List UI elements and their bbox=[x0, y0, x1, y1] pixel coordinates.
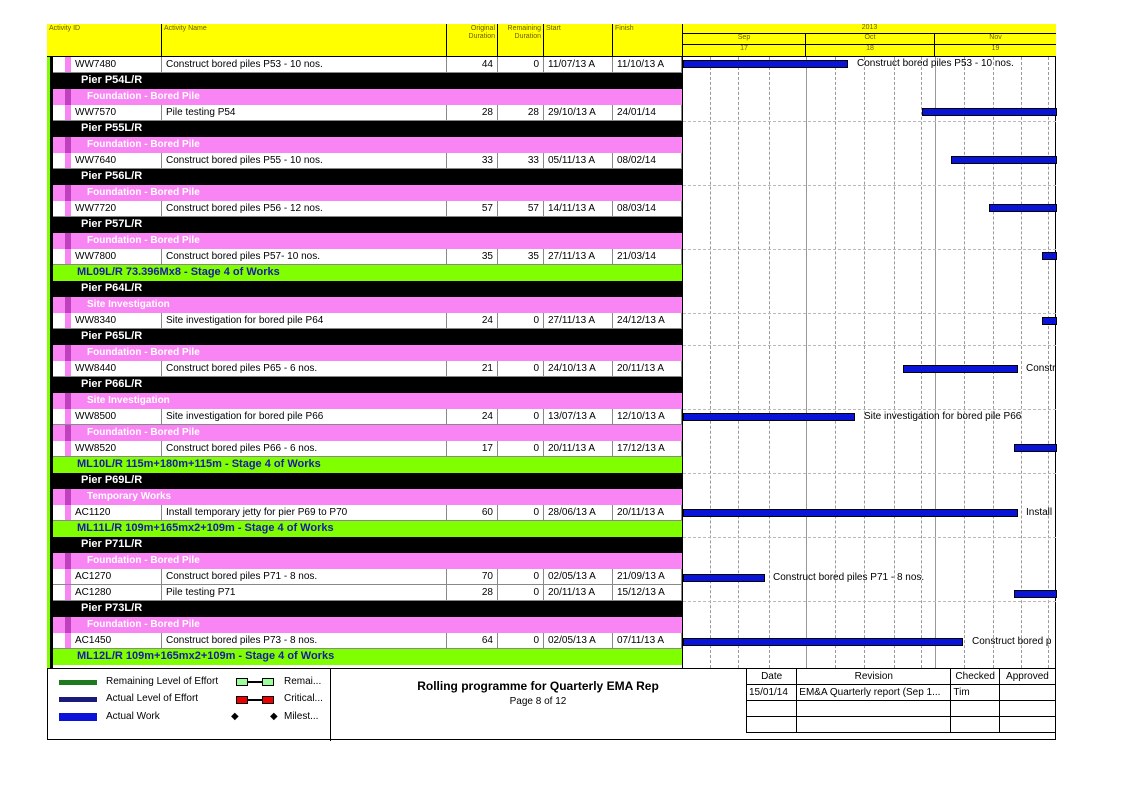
remaining-work-icon bbox=[236, 678, 274, 687]
start-date: 29/10/13 A bbox=[544, 105, 613, 120]
pier-group-band[interactable] bbox=[47, 121, 682, 137]
subgroup-band[interactable] bbox=[47, 233, 682, 249]
timeline-week: 18 bbox=[806, 45, 935, 56]
rev-header-date: Date bbox=[747, 669, 797, 685]
subgroup-band[interactable] bbox=[47, 489, 682, 505]
legend-actual-loe: Actual Level of Effort bbox=[106, 693, 199, 704]
remaining-duration: 0 bbox=[498, 313, 544, 328]
group-label: Pier P73L/R bbox=[81, 602, 143, 614]
wbs-group-band[interactable] bbox=[47, 649, 682, 665]
remaining-duration: 0 bbox=[498, 361, 544, 376]
activity-id: WW8340 bbox=[71, 313, 162, 328]
subgroup-band[interactable] bbox=[47, 617, 682, 633]
group-label: ML12L/R 109m+165mx2+109m - Stage 4 of Works bbox=[77, 650, 335, 662]
activity-name: Construct bored piles P66 - 6 nos. bbox=[162, 441, 447, 456]
group-label: Pier P55L/R bbox=[81, 122, 143, 134]
timeline-month: Sep bbox=[683, 34, 806, 45]
subgroup-band[interactable] bbox=[47, 345, 682, 361]
activity-name: Construct bored piles P71 - 8 nos. bbox=[162, 569, 447, 584]
legend-remaining-work: Remai... bbox=[284, 676, 322, 687]
activity-row[interactable] bbox=[47, 249, 682, 265]
timeline-month: Oct bbox=[806, 34, 935, 45]
subgroup-band[interactable] bbox=[47, 553, 682, 569]
activity-id: WW8500 bbox=[71, 409, 162, 424]
wbs-group-band[interactable] bbox=[47, 457, 682, 473]
activity-id: WW8440 bbox=[71, 361, 162, 376]
pier-group-band[interactable] bbox=[47, 377, 682, 393]
original-duration: 60 bbox=[447, 505, 498, 520]
header-activity-id[interactable]: Activity ID bbox=[47, 24, 162, 56]
start-date: 24/10/13 A bbox=[544, 361, 613, 376]
finish-date: 21/03/14 bbox=[613, 249, 682, 264]
activity-name: Construct bored piles P55 - 10 nos. bbox=[162, 153, 447, 168]
original-duration: 21 bbox=[447, 361, 498, 376]
original-duration: 64 bbox=[447, 633, 498, 648]
activity-name: Construct bored piles P57- 10 nos. bbox=[162, 249, 447, 264]
rev-header-checked: Checked bbox=[951, 669, 1000, 685]
finish-date: 08/02/14 bbox=[613, 153, 682, 168]
finish-date: 24/01/14 bbox=[613, 105, 682, 120]
group-label: Pier P56L/R bbox=[81, 170, 143, 182]
activity-row[interactable] bbox=[47, 409, 682, 425]
finish-date: 12/10/13 A bbox=[613, 409, 682, 424]
finish-date: 21/09/13 A bbox=[613, 569, 682, 584]
bar-ac1270[interactable] bbox=[683, 574, 765, 582]
activity-id: WW7800 bbox=[71, 249, 162, 264]
start-date: 11/07/13 A bbox=[544, 57, 613, 72]
activity-id: AC1270 bbox=[71, 569, 162, 584]
group-label: Pier P71L/R bbox=[81, 538, 143, 550]
activity-id: WW7720 bbox=[71, 201, 162, 216]
group-label: ML09L/R 73.396Mx8 - Stage 4 of Works bbox=[77, 266, 280, 278]
pier-group-band[interactable] bbox=[47, 217, 682, 233]
activity-name: Pile testing P71 bbox=[162, 585, 447, 600]
header-finish[interactable]: Finish bbox=[615, 25, 634, 32]
wbs-group-band[interactable] bbox=[47, 265, 682, 281]
gantt-chart bbox=[682, 57, 1056, 668]
bar-ww7480[interactable] bbox=[683, 60, 848, 68]
group-label: Pier P57L/R bbox=[81, 218, 143, 230]
subgroup-band[interactable] bbox=[47, 137, 682, 153]
pier-group-band[interactable] bbox=[47, 329, 682, 345]
original-duration: 35 bbox=[447, 249, 498, 264]
start-date: 20/11/13 A bbox=[544, 585, 613, 600]
rev-header-approved: Approved bbox=[999, 669, 1055, 685]
activity-row[interactable] bbox=[47, 313, 682, 329]
finish-date: 07/11/13 A bbox=[613, 633, 682, 648]
bar-label-p65: Constr bbox=[1026, 363, 1056, 374]
group-label: Foundation - Bored Pile bbox=[87, 619, 200, 630]
month-divider bbox=[935, 57, 936, 668]
bar-ac1120[interactable] bbox=[683, 509, 1018, 517]
report-title: Rolling programme for Quarterly EMA Rep bbox=[417, 679, 659, 693]
finish-date: 15/12/13 A bbox=[613, 585, 682, 600]
activity-row[interactable] bbox=[47, 105, 682, 121]
finish-date: 08/03/14 bbox=[613, 201, 682, 216]
activity-row[interactable] bbox=[47, 57, 682, 73]
remaining-loe-swatch bbox=[59, 680, 97, 685]
remaining-duration: 35 bbox=[498, 249, 544, 264]
timeline-header bbox=[682, 24, 1056, 57]
remaining-duration: 0 bbox=[498, 505, 544, 520]
critical-icon bbox=[236, 696, 274, 705]
page-number: Page 8 of 12 bbox=[509, 696, 567, 707]
bar-label-jetty: Install bbox=[1026, 507, 1053, 518]
original-duration: 28 bbox=[447, 585, 498, 600]
bar-label-p66: Site investigation for bored pile P66 bbox=[864, 411, 1022, 422]
group-label: Foundation - Bored Pile bbox=[87, 235, 200, 246]
finish-date: 20/11/13 A bbox=[613, 505, 682, 520]
bar-ww8440[interactable] bbox=[903, 365, 1018, 373]
group-label: Foundation - Bored Pile bbox=[87, 427, 200, 438]
milestone-icon: ◆ bbox=[270, 711, 278, 722]
group-label: Pier P66L/R bbox=[81, 378, 143, 390]
subgroup-band[interactable] bbox=[47, 297, 682, 313]
remaining-duration: 0 bbox=[498, 569, 544, 584]
bar-ww8500[interactable] bbox=[683, 413, 855, 421]
bar-ww7720[interactable] bbox=[989, 204, 1057, 212]
timeline-month: Nov bbox=[935, 34, 1056, 45]
original-duration: 17 bbox=[447, 441, 498, 456]
activity-id: WW8520 bbox=[71, 441, 162, 456]
group-label: Site Investigation bbox=[87, 395, 170, 406]
remaining-duration: 0 bbox=[498, 57, 544, 72]
milestone-icon: ◆ bbox=[231, 711, 239, 722]
pier-group-band[interactable] bbox=[47, 73, 682, 89]
finish-date: 17/12/13 A bbox=[613, 441, 682, 456]
start-date: 27/11/13 A bbox=[544, 313, 613, 328]
bar-ww8340[interactable] bbox=[1042, 317, 1057, 325]
header-activity-name[interactable]: Activity Name bbox=[162, 24, 447, 56]
group-label: Pier P65L/R bbox=[81, 330, 143, 342]
rev-date: 15/01/14 bbox=[747, 685, 797, 701]
group-label: Pier P54L/R bbox=[81, 74, 143, 86]
group-label: Foundation - Bored Pile bbox=[87, 91, 200, 102]
start-date: 28/06/13 A bbox=[544, 505, 613, 520]
start-date: 02/05/13 A bbox=[544, 569, 613, 584]
group-label: Site Investigation bbox=[87, 299, 170, 310]
start-date: 05/11/13 A bbox=[544, 153, 613, 168]
remaining-duration: 57 bbox=[498, 201, 544, 216]
group-label: Foundation - Bored Pile bbox=[87, 139, 200, 150]
subgroup-band[interactable] bbox=[47, 89, 682, 105]
activity-id: AC1450 bbox=[71, 633, 162, 648]
pier-group-band[interactable] bbox=[47, 601, 682, 617]
table-header bbox=[47, 24, 682, 57]
activity-name: Pile testing P54 bbox=[162, 105, 447, 120]
subgroup-band[interactable] bbox=[47, 393, 682, 409]
group-label: Foundation - Bored Pile bbox=[87, 187, 200, 198]
remaining-duration: 0 bbox=[498, 409, 544, 424]
activity-row[interactable] bbox=[47, 569, 682, 585]
finish-date: 24/12/13 A bbox=[613, 313, 682, 328]
remaining-duration: 33 bbox=[498, 153, 544, 168]
subgroup-band[interactable] bbox=[47, 185, 682, 201]
actual-loe-swatch bbox=[59, 697, 97, 702]
activity-name: Site investigation for bored pile P66 bbox=[162, 409, 447, 424]
start-date: 13/07/13 A bbox=[544, 409, 613, 424]
activity-name: Construct bored piles P53 - 10 nos. bbox=[162, 57, 447, 72]
bar-ac1280[interactable] bbox=[1014, 590, 1057, 598]
original-duration: 57 bbox=[447, 201, 498, 216]
bar-label-p53: Construct bored piles P53 - 10 nos. bbox=[857, 58, 1014, 69]
start-date: 02/05/13 A bbox=[544, 633, 613, 648]
bar-ww7570[interactable] bbox=[922, 108, 1057, 116]
wbs-group-band[interactable] bbox=[47, 521, 682, 537]
original-duration: 70 bbox=[447, 569, 498, 584]
activity-id: WW7480 bbox=[71, 57, 162, 72]
timeline-week: 19 bbox=[991, 45, 1000, 52]
remaining-duration: 28 bbox=[498, 105, 544, 120]
bar-ww7800[interactable] bbox=[1042, 252, 1057, 260]
rev-description: EM&A Quarterly report (Sep 1... bbox=[797, 685, 951, 701]
activity-id: WW7640 bbox=[71, 153, 162, 168]
activity-id: AC1280 bbox=[71, 585, 162, 600]
original-duration: 44 bbox=[447, 57, 498, 72]
start-date: 20/11/13 A bbox=[544, 441, 613, 456]
activity-id: AC1120 bbox=[71, 505, 162, 520]
original-duration: 28 bbox=[447, 105, 498, 120]
activity-row[interactable] bbox=[47, 361, 682, 377]
timeline-week: 17 bbox=[683, 45, 806, 56]
original-duration: 24 bbox=[447, 313, 498, 328]
rev-header-revision: Revision bbox=[797, 669, 951, 685]
pier-group-band[interactable] bbox=[47, 537, 682, 553]
group-label: Pier P64L/R bbox=[81, 282, 143, 294]
actual-work-swatch bbox=[59, 713, 97, 721]
activity-name: Site investigation for bored pile P64 bbox=[162, 313, 447, 328]
pier-group-band[interactable] bbox=[47, 473, 682, 489]
start-date: 27/11/13 A bbox=[544, 249, 613, 264]
rev-checked: Tim bbox=[951, 685, 1000, 701]
activity-row[interactable] bbox=[47, 441, 682, 457]
wbs-level-strip bbox=[47, 57, 55, 668]
activity-id: WW7570 bbox=[71, 105, 162, 120]
activity-row[interactable] bbox=[47, 153, 682, 169]
activity-row[interactable] bbox=[47, 505, 682, 521]
timeline-year: 2013 bbox=[683, 24, 1056, 34]
legend-milestone: Milest... bbox=[284, 711, 319, 722]
bar-ac1450[interactable] bbox=[683, 638, 963, 646]
rev-approved bbox=[999, 685, 1055, 701]
activity-name: Construct bored piles P65 - 6 nos. bbox=[162, 361, 447, 376]
group-label: ML10L/R 115m+180m+115m - Stage 4 of Works bbox=[77, 458, 321, 470]
remaining-duration: 0 bbox=[498, 441, 544, 456]
pier-group-band[interactable] bbox=[47, 169, 682, 185]
bar-ww7640[interactable] bbox=[951, 156, 1057, 164]
group-label: Foundation - Bored Pile bbox=[87, 347, 200, 358]
activity-row[interactable] bbox=[47, 633, 682, 649]
finish-date: 20/11/13 A bbox=[613, 361, 682, 376]
legend-critical: Critical... bbox=[284, 693, 323, 704]
original-duration: 24 bbox=[447, 409, 498, 424]
activity-name: Construct bored piles P56 - 12 nos. bbox=[162, 201, 447, 216]
bar-label-p71: Construct bored piles P71 - 8 nos. bbox=[773, 572, 925, 583]
group-label: Foundation - Bored Pile bbox=[87, 555, 200, 566]
finish-date: 11/10/13 A bbox=[613, 57, 682, 72]
start-date: 14/11/13 A bbox=[544, 201, 613, 216]
bar-label-p73: Construct bored p bbox=[972, 636, 1052, 647]
legend-remaining-loe: Remaining Level of Effort bbox=[106, 676, 219, 687]
group-label: Temporary Works bbox=[87, 491, 172, 502]
header-start[interactable]: Start bbox=[544, 24, 613, 56]
activity-row[interactable] bbox=[47, 201, 682, 217]
activity-name: Construct bored piles P73 - 8 nos. bbox=[162, 633, 447, 648]
remaining-duration: 0 bbox=[498, 585, 544, 600]
group-label: Pier P69L/R bbox=[81, 474, 143, 486]
header-original-duration[interactable]: Original Duration bbox=[447, 24, 498, 56]
activity-row[interactable] bbox=[47, 585, 682, 601]
group-label: ML11L/R 109m+165mx2+109m - Stage 4 of Works bbox=[77, 522, 334, 534]
original-duration: 33 bbox=[447, 153, 498, 168]
legend-actual-work: Actual Work bbox=[106, 711, 160, 722]
remaining-duration: 0 bbox=[498, 633, 544, 648]
activity-name: Install temporary jetty for pier P69 to P70 bbox=[162, 505, 447, 520]
subgroup-band[interactable] bbox=[47, 425, 682, 441]
revision-table bbox=[746, 668, 1056, 733]
pier-group-band[interactable] bbox=[47, 281, 682, 297]
header-remaining-duration[interactable]: Remaining Duration bbox=[498, 24, 544, 56]
bar-ww8520[interactable] bbox=[1014, 444, 1057, 452]
